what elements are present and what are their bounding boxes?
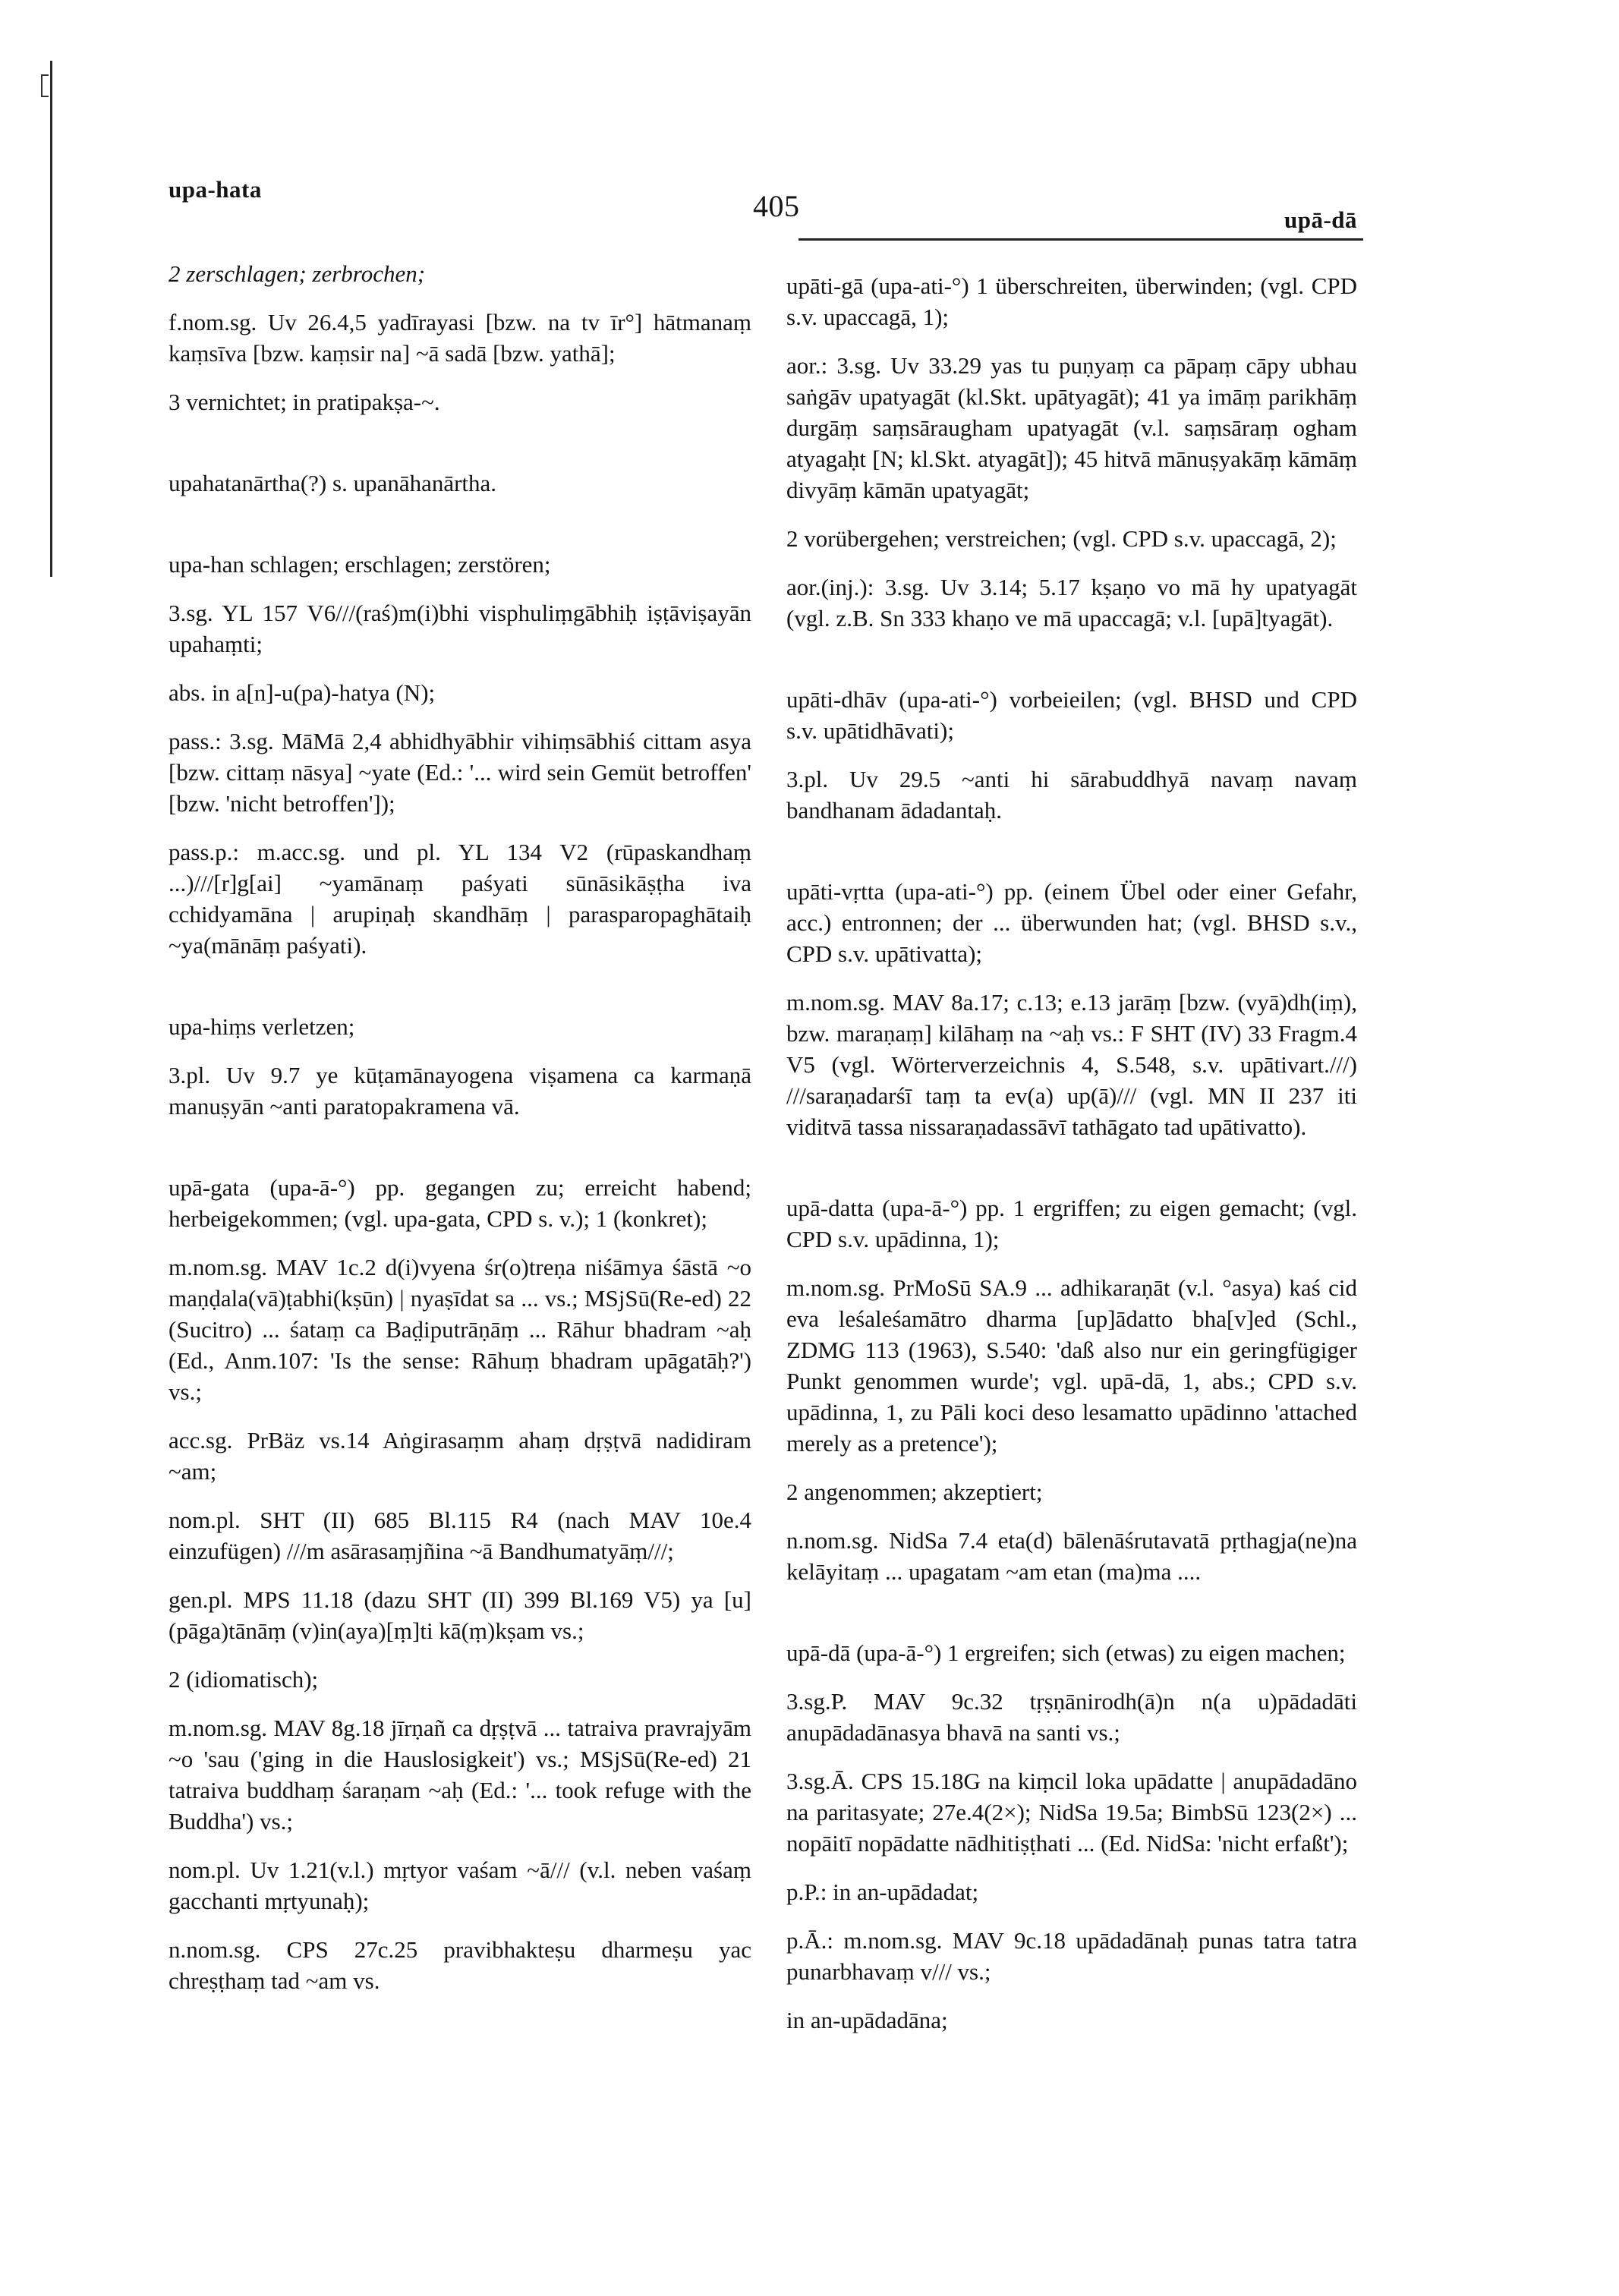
entry-paragraph: nom.pl. Uv 1.21(v.l.) mṛtyor vaśam ~ā/// (v.l. neben vaśaṃ gacchanti mṛtyunaḥ); (169, 1857, 751, 1914)
entry-paragraph: m.nom.sg. PrMoSū SA.9 ... adhikaraṇāt (v.l. °asya) kaś cid eva leśaleśamātro dharma [up]ādatto bha[v]ed (Schl., ZDMG 113 (1963), S.540: 'daß also nur ein geringfügiger Punkt genommen wurde'; vgl. upā-dā, 1, abs.; CPD s.v. upādinna, 1, zu Pāli koci deso lesamatto upādinno 'attached merely as a pretence'); (786, 1274, 1357, 1457)
entry-paragraph: aor.(inj.): 3.sg. Uv 3.14; 5.17 kṣaṇo vo mā hy upatyagāt (vgl. z.B. Sn 333 khaṇo ve mā upaccagā; v.l. [upā]tyagāt). (786, 574, 1357, 631)
running-head-left: upa-hata (169, 176, 262, 203)
lemma-entry: upā-gata (upa-ā-°) pp. gegangen zu; erreicht habend; herbeigekommen; (vgl. upa-gata, CPD s. v.); 1 (konkret); (169, 1174, 751, 1232)
entry-paragraph: pass.p.: m.acc.sg. und pl. YL 134 V2 (rūpaskandhaṃ ...)///[r]g[ai] ~yamānaṃ paśyati sūnāsikāṣṭha iva cchidyamāna | arupiṇaḥ skandhāṃ | parasparopaghātaiḥ ~ya(mānāṃ paśyati). (169, 839, 751, 959)
dictionary-column-right (786, 240, 1357, 2053)
entry-paragraph: 2 vorübergehen; verstreichen; (vgl. CPD s.v. upaccagā, 2); (786, 525, 1337, 552)
entry-paragraph: p.Ā.: m.nom.sg. MAV 9c.18 upādadānaḥ punas tatra tatra punarbhavaṃ v/// vs.; (786, 1927, 1357, 1985)
page-number: 405 (753, 189, 800, 223)
scan-edge-line (50, 61, 52, 577)
entry-paragraph: n.nom.sg. NidSa 7.4 eta(d) bālenāśrutavatā pṛthagja(ne)na kelāyitaṃ ... upagatam ~am etan (ma)ma .... (786, 1527, 1357, 1585)
entry-paragraph: nom.pl. SHT (II) 685 Bl.115 R4 (nach MAV 10e.4 einzufügen) ///m asārasaṃjñina ~ā Bandhumatyāṃ///; (169, 1507, 751, 1564)
lemma-entry: upāti-dhāv (upa-ati-°) vorbeieilen; (vgl. BHSD und CPD s.v. upātidhāvati); (786, 686, 1357, 744)
entry-paragraph: 3.pl. Uv 29.5 ~anti hi sārabuddhyā navaṃ navaṃ bandhanam ādadantaḥ. (786, 766, 1357, 824)
entry-paragraph: p.P.: in an-upādadat; (786, 1879, 979, 1905)
entry-paragraph: f.nom.sg. Uv 26.4,5 yadīrayasi [bzw. na tv īr°] hātmanaṃ kaṃsīva [bzw. kaṃsir na] ~ā sadā [bzw. yathā]; (169, 309, 751, 367)
entry-paragraph: acc.sg. PrBäz vs.14 Aṅgirasaṃm ahaṃ dṛṣṭvā nadidiram ~am; (169, 1427, 751, 1485)
entry-paragraph: 2 angenommen; akzeptiert; (786, 1479, 1043, 1505)
entry-paragraph: 3 vernichtet; in pratipakṣa-~. (169, 389, 440, 415)
entry-paragraph: in an-upādadāna; (786, 2007, 948, 2033)
entry-paragraph: 3.sg.Ā. CPS 15.18G na kiṃcil loka upādatte | anupādadāno na paritasyate; 27e.4(2×); NidSa 19.5a; BimbSū 123(2×) ... nopāitī nopādatte nādhitiṣṭhati ... (Ed. NidSa: 'nicht erfaßt'); (786, 1768, 1357, 1857)
entry-paragraph: n.nom.sg. CPS 27c.25 pravibhakteṣu dharmeṣu yac chreṣṭhaṃ tad ~am vs. (169, 1936, 751, 1994)
entry-paragraph: m.nom.sg. MAV 1c.2 d(i)vyena śr(o)treṇa niśāmya śāstā ~o maṇḍala(vā)ṭabhi(kṣūn) | nyaṣīdat sa ... vs.; MSjSū(Re-ed) 22 (Sucitro) ... śataṃ ca Bad̤iputrāṇāṃ ... Rāhur bhadram ~aḥ (Ed., Anm.107: 'Is the sense: Rāhuṃ bhadram upāgatāḥ?') vs.; (169, 1254, 751, 1405)
entry-paragraph: m.nom.sg. MAV 8a.17; c.13; e.13 jarāṃ [bzw. (vyā)dh(iṃ), bzw. maraṇaṃ] kilāhaṃ na ~aḥ vs.: F SHT (IV) 33 Fragm.4 V5 (vgl. Wörterverzeichnis 4, S.548, s.v. upātivart.///) ///saraṇadarśī taṃ ta ev(a) up(ā)/// (vgl. MN II 237 iti viditvā tassa nissaraṇadassāvī tathāgato tad upātivatto). (786, 989, 1357, 1140)
dictionary-column-left (169, 240, 751, 2014)
entry-paragraph: 3.sg. YL 157 V6///(raś)m(i)bhi visphuliṃgābhiḥ iṣṭāviṣayān upahaṃti; (169, 600, 751, 657)
entry-paragraph: 3.pl. Uv 9.7 ye kūṭamānayogena viṣamena ca karmaṇā manuṣyān ~anti paratopakramena vā. (169, 1062, 751, 1120)
lemma-entry: upa-han schlagen; erschlagen; zerstören; (169, 551, 551, 578)
entry-paragraph: pass.: 3.sg. MāMā 2,4 abhidhyābhir vihiṃsābhiś cittam asya [bzw. cittaṃ nāsya] ~yate (Ed.: '... wird sein Gemüt betroffen' [bzw. 'nicht betroffen']); (169, 728, 751, 817)
entry-paragraph: m.nom.sg. MAV 8g.18 jīrṇañ ca dṛṣṭvā ... tatraiva pravrajyām ~o 'sau ('ging in die Hauslosigkeit') vs.; MSjSū(Re-ed) 21 tatraiva buddhaṃ śaraṇam ~aḥ (Ed.: '... took refuge with the Buddha') vs.; (169, 1715, 751, 1835)
entry-paragraph: gen.pl. MPS 11.18 (dazu SHT (II) 399 Bl.169 V5) ya [u](pāga)tānāṃ (v)in(aya)[ṃ]ti kā(ṃ)kṣam vs.; (169, 1586, 751, 1644)
lemma-entry: upāti-vṛtta (upa-ati-°) pp. (einem Übel oder einer Gefahr, acc.) entronnen; der ... überwunden hat; (vgl. BHSD s.v., CPD s.v. upātivatta); (786, 878, 1357, 967)
entry-paragraph: abs. in a[n]-u(pa)-hatya (N); (169, 679, 436, 706)
entry-paragraph: 2 (idiomatisch); (169, 1666, 319, 1693)
lemma-entry: upāti-gā (upa-ati-°) 1 überschreiten, überwinden; (vgl. CPD s.v. upaccagā, 1); (786, 272, 1357, 330)
lemma-entry: upa-hiṃs verletzen; (169, 1013, 355, 1040)
running-head-right: upā-dā (1284, 206, 1358, 233)
entry-paragraph: 2 zerschlagen; zerbrochen; (169, 260, 426, 287)
entry-paragraph: 3.sg.P. MAV 9c.32 tṛṣṇānirodh(ā)n n(a u)pādadāti anupādadānasya bhavā na santi vs.; (786, 1688, 1357, 1746)
scan-edge-mark (41, 74, 49, 97)
entry-paragraph: aor.: 3.sg. Uv 33.29 yas tu puṇyaṃ ca pāpaṃ cāpy ubhau saṅgāv upatyagāt (kl.Skt. upātyagāt); 41 ya imāṃ parikhāṃ durgāṃ saṃsāraugham upatyagāt (v.l. saṃsāraṃ ogham atyagaḥt [N; kl.Skt. atyagāt]); 45 hitvā mānuṣyakāṃ kāmāṃ divyāṃ kāmān upatyagāt; (786, 352, 1357, 503)
lemma-entry: upahatanārtha(?) s. upanāhanārtha. (169, 470, 497, 496)
lemma-entry: upā-datta (upa-ā-°) pp. 1 ergriffen; zu eigen gemacht; (vgl. CPD s.v. upādinna, 1); (786, 1195, 1357, 1252)
lemma-entry: upā-dā (upa-ā-°) 1 ergreifen; sich (etwas) zu eigen machen; (786, 1639, 1346, 1666)
